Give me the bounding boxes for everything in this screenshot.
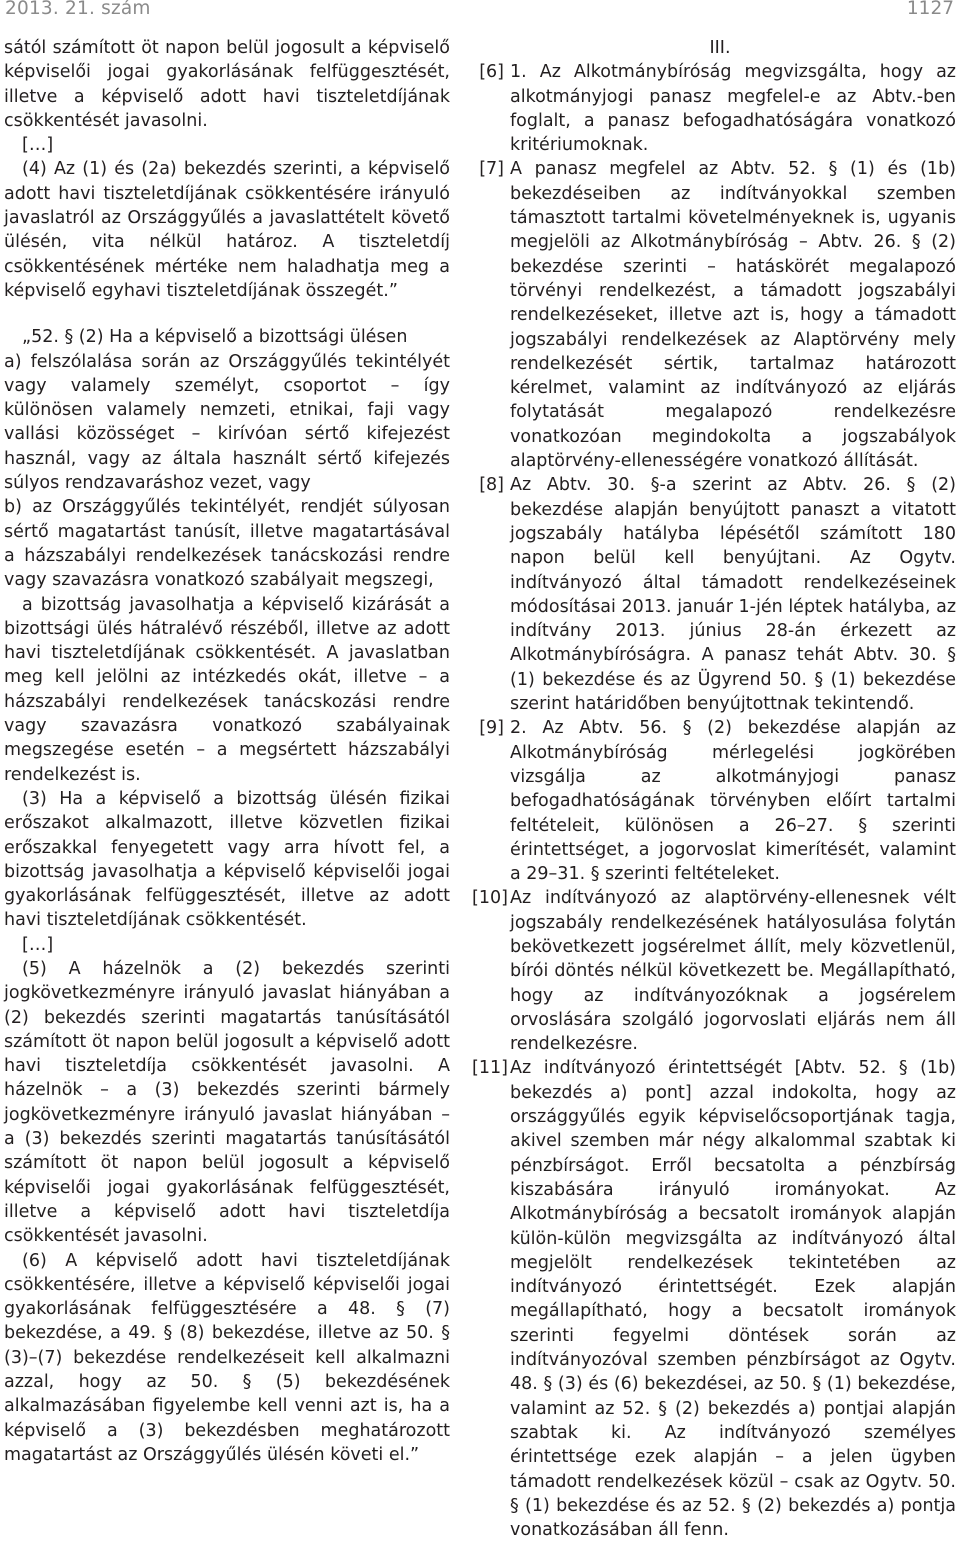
- numbered-paragraph: [479, 60, 956, 157]
- paragraph-text: Az indítványozó az alaptörvény-ellenesnek vélt jogszabály rendelkezésének hatályosulása folytán bekövetkezett jogsérelmet állít, mely közvetlenül, bírói döntés nélkül következett be. Megállapítható, hogy az indítványozóknak a jogsérelem orvoslására szolgáló jogorvoslati eljárás nem áll rendelkezésre.: [510, 888, 956, 1055]
- paragraph: a) felszólalása során az Országgyűlés tekintélyét vagy valamely személyt, csoportot – így különösen valamely nemzeti, etnikai, faji vagy vallási közösséget – kirívóan sértő kifejezést használ, vagy az általa használt sértő kifejezés súlyos rendzavaráshoz vezet, vagy: [4, 351, 450, 494]
- paragraph-number: [7]: [479, 159, 504, 180]
- page-header: [0, 0, 960, 28]
- paragraph-text: 1. Az Alkotmánybíróság megvizsgálta, hogy az alkotmányjogi panasz megfelel-e az Abtv.-ben foglalt, a panasz befogadhatóságára vonatkozó kritériumoknak.: [510, 62, 956, 156]
- left-column: [4, 36, 450, 1467]
- paragraph: (6) A képviselő adott havi tiszteletdíjának csökkentésére, illetve a képviselő képviselői jogai gyakorlásának felfüggesztésére a 48. § (7) bekezdése, a 49. § (8) bekezdése, illetve az 50. § (3)–(7) bekezdése rendelkezéseit kell alkalmazni azzal, hogy az 50. § (5) bekezdésének alkalmazásában figyelembe kell venni azt is, ha a képviselő a (3) bekezdésben meghatározott magatartást az Országgyűlés ülésén követi el.”: [4, 1250, 450, 1465]
- paragraph: b) az Országgyűlés tekintélyét, rendjét súlyosan sértő magatartást tanúsít, illetve magatartásával a házszabályi rendelkezések tanácskozási rendre vagy szavazásra vonatkozó szabályait megszegi,: [4, 497, 450, 591]
- section-heading: III.: [709, 38, 731, 58]
- numbered-paragraph: [479, 716, 956, 886]
- numbered-paragraph: [479, 473, 956, 716]
- issue-label: 2013. 21. szám: [5, 0, 151, 19]
- paragraph: (4) Az (1) és (2a) bekezdés szerinti, a képviselő adott havi tiszteletdíjának csökkentésére irányuló javaslatról az Országgyűlés a javaslattételt követő ülésén, vita nélkül határoz. A tiszteletdíj csökkentésének mértéke nem haladhatja meg a képviselő egyhavi tiszteletdíjának összegét.”: [4, 159, 450, 301]
- paragraph: (3) Ha a képviselő a bizottság ülésén fizikai erőszakot alkalmazott, illetve közvetlen fizikai erőszakkal fenyegetett vagy arra hívott fel, a bizottság javasolhatja a képviselő képviselői jogai gyakorlásának felfüggesztését, illetve az adott havi tiszteletdíjának csökkentését.: [4, 788, 450, 931]
- paragraph: a bizottság javasolhatja a képviselő kizárását a bizottsági ülés hátralévő részéből, illetve az adott havi tiszteletdíjának csökkentését. A javaslatban meg kell jelölni az intézkedés okát, illetve – a házszabályi rendelkezések tanácskozási rendre vagy szavazásra vonatkozó szabályainak megszegése esetén – a megsértett házszabályi rendelkezést is.: [4, 594, 450, 785]
- page-number: 1127: [906, 0, 954, 19]
- paragraph-number: [6]: [479, 62, 504, 83]
- paragraph-text: 2. Az Abtv. 56. § (2) bekezdése alapján az Alkotmánybíróság mérlegelési jogkörében vizsgálja az alkotmányjogi panasz befogadhatóságának törvényben előírt tartalmi feltételeit, különösen a 26–27. § szerinti érintettséget, a jogorvoslat kimerítését, valamint a 29–31. § szerinti feltételeket.: [510, 718, 956, 885]
- numbered-paragraph: [472, 886, 956, 1056]
- ellipsis-marker: […]: [22, 135, 54, 156]
- paragraph: (5) A házelnök a (2) bekezdés szerinti jogkövetkezményre irányuló javaslat hiányában a (2) bekezdés szerinti magatartás tanúsításától számított öt napon belül jogosult a képviselő adott havi tiszteletdíja csökkentését javasolni. A házelnök – a (3) bekezdés szerinti bármely jogkövetkezményre irányuló javaslat hiányában – a (3) bekezdés szerinti magatartás tanúsításától számított öt napon belül jogosult a képviselő képviselői jogai gyakorlásának felfüggesztését, illetve a képviselő adott havi tiszteletdíja csökkentését javasolni.: [4, 958, 450, 1247]
- paragraph-text: Az Abtv. 30. §-a szerint az Abtv. 26. § (2) bekezdése alapján benyújtott panaszt a vitatott jogszabály hatályba lépésétől számított 180 napon belül kell benyújtani. Az Ogytv. indítványozó által támadott rendelkezéseinek módosításai 2013. január 1-jén léptek hatályba, az indítvány 2013. június 28-án érkezett az Alkotmánybíróságra. A panasz tehát Abtv. 30. § (1) bekezdése és az Ügyrend 50. § (1) bekezdése szerint határidőben benyújtottnak tekintendő.: [510, 475, 956, 715]
- paragraph-number: [9]: [479, 718, 504, 739]
- paragraph-number: [8]: [479, 475, 504, 496]
- paragraph: sától számított öt napon belül jogosult a képviselő képviselői jogai gyakorlásának felfüggesztését, illetve a képviselő adott havi tiszteletdíjának csökkentését javasolni.: [4, 38, 450, 131]
- paragraph-number: [11]: [472, 1058, 508, 1079]
- paragraph-text: Az indítványozó érintettségét [Abtv. 52. § (1b) bekezdés a) pont] azzal indokolta, hogy az országgyűlés egyik képviselőcsoportjának tagja, akivel szemben már négy alkalommal szabtak ki pénzbírságot. Erről becsatolta a pénzbírság kiszabására irányuló irományokat. Az Alkotmánybíróság a becsatolt irományok alapján külön-külön megvizsgálta az indítványozó által megjelölt rendelkezések tekintetében az indítványozó érintettségét. Ezek alapján megállapítható, hogy a becsatolt irományok szerinti fegyelmi döntések során az indítványozóval szemben pénzbírságot az Ogytv. 48. § (3) és (6) bekezdései, az 50. § (1) bekezdése, valamint az 52. § (2) bekezdés a) pontjai alapján szabtak ki. Az indítványozó személyes érintettsége ezek alapján – a jelen ügyben támadott rendelkezések közül – csak az Ogytv. 50. § (1) bekezdése és az 52. § (2) bekezdés a) pontja vonatkozásában áll fenn.: [510, 1058, 956, 1541]
- paragraph-number: [10]: [472, 888, 508, 909]
- paragraph-text: A panasz megfelel az Abtv. 52. § (1) és (1b) bekezdéseiben az indítványokkal szemben támasztott tartalmi követelményeknek is, ugyanis megjelöli az Alkotmánybíróság – Abtv. 26. § (2) bekezdése szerinti – hatáskörét megalapozó törvényi rendelkezést, a támadott jogszabályi rendelkezéseket, illetve azt is, hogy a támadott jogszabályi rendelkezések az Alaptörvény mely rendelkezését sértik, tartalmaz határozott kérelmet, valamint az indítványozó az eljárás folytatását megalapozó rendelkezésre vonatkozóan megindokolta a jogszabályok alaptörvény-ellenességére vonatkozó állítását.: [510, 159, 956, 472]
- paragraph: „52. § (2) Ha a képviselő a bizottsági ülésen: [22, 327, 408, 348]
- ellipsis-marker: […]: [22, 934, 54, 955]
- numbered-paragraph: [479, 157, 956, 473]
- right-column: [472, 36, 956, 1542]
- numbered-paragraph: [472, 1056, 956, 1542]
